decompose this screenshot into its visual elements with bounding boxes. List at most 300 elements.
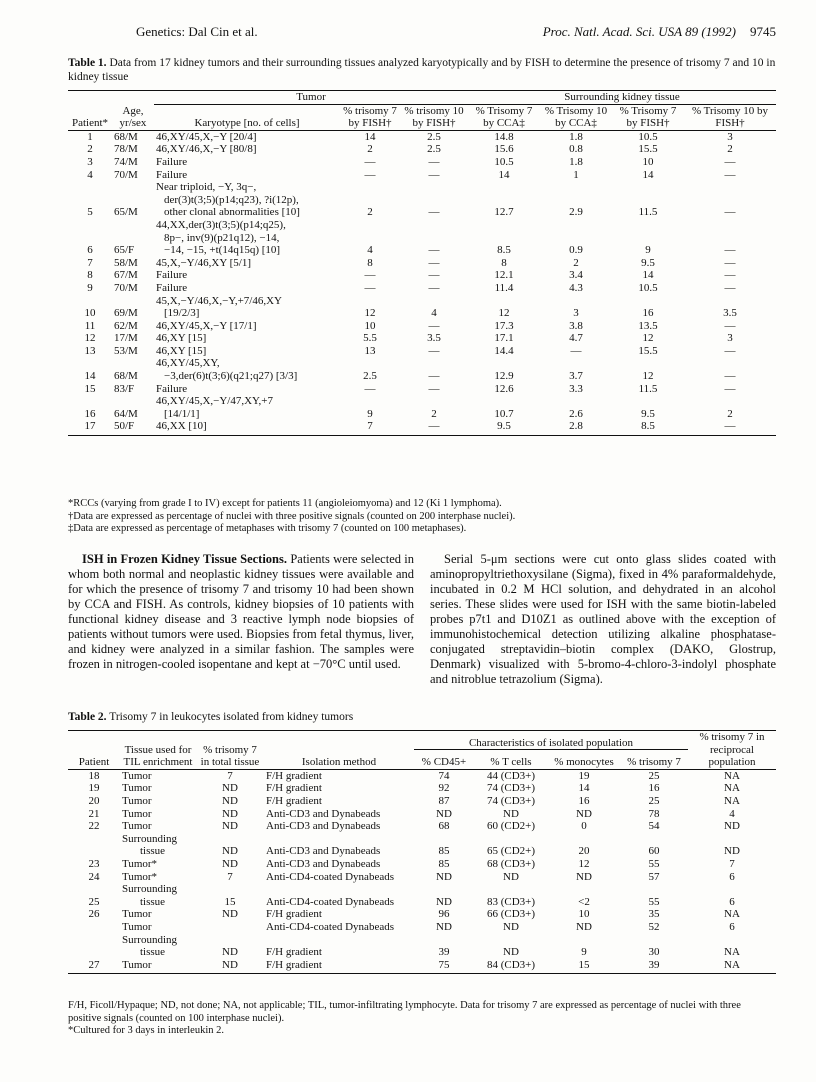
table1-group-header [68,91,776,105]
value-cell: ND [576,807,592,820]
total-trisomy-cell: ND [222,820,238,833]
value-cell: — [724,155,736,168]
tissue-line: Surrounding [122,883,177,896]
karyotype-line: Failure [156,281,188,294]
value-cell: 39 [438,946,450,959]
table1-header-cell: % trisomy 10 by FISH† [400,104,468,130]
value-cell: NA [724,782,740,795]
patient-cell: 27 [68,959,120,974]
value-cell: 1.8 [569,155,583,168]
table2-row [68,833,776,858]
table2-footnote: F/H, Ficoll/Hypaque; ND, not done; NA, not applicable; TIL, tumor-infiltrating lymphocyte. Data for trisomy 7 are expressed as percentage of nuclei with three positive signals (counted on 100 interphase nuclei). [68,1000,741,1024]
page-number: 9745 [750,24,776,39]
value-cell: 9 [367,407,373,420]
journal-citation: Proc. Natl. Acad. Sci. USA 89 (1992) [542,24,736,39]
isolation-method-cell: F/H gradient [266,769,322,782]
karyotype-line: 45,X,−Y/46,X,−Y,+7/46,XY [156,294,282,307]
value-cell: ND [436,920,452,933]
isolation-method-cell: Anti-CD3 and Dynabeads [266,857,381,870]
section-heading: ISH in Frozen Kidney Tissue Sections. [82,552,288,566]
total-trisomy-cell: ND [222,908,238,921]
value-cell: 2 [431,407,437,420]
table1-row [68,295,776,320]
value-cell: 8.5 [612,420,684,435]
value-cell: ND [503,807,519,820]
value-cell: 11.4 [494,281,514,294]
value-cell: — [364,269,376,282]
isolation-method-cell: Anti-CD4-coated Dynabeads [266,895,394,908]
patient-cell: 4 [87,168,93,181]
value-cell: 16 [648,782,660,795]
table2-header-cell: % T cells [474,750,548,769]
value-cell: <2 [578,895,590,908]
total-trisomy-cell: ND [222,946,238,959]
total-trisomy-cell: ND [222,782,238,795]
table1-row [68,169,776,182]
total-trisomy-cell [196,921,264,934]
patient-cell [68,921,120,934]
karyotype-cell [154,156,340,169]
value-cell: — [428,244,440,257]
value-cell: — [724,344,736,357]
table1-caption [68,56,776,84]
karyotype-line: Failure [156,269,188,282]
value-cell: 0.9 [569,244,583,257]
patient-cell: 22 [88,820,100,833]
age-sex-cell: 70/M [114,168,138,181]
value-cell: 2 [727,143,733,156]
value-cell: 74 (CD3+) [486,782,536,795]
value-cell: 4.7 [569,332,583,345]
value-cell: ND [503,946,519,959]
patient-cell: 26 [88,908,100,921]
value-cell: 2.5 [427,143,441,156]
value-cell: 4 [431,307,437,320]
value-cell: — [724,370,736,383]
table1-row [68,383,776,396]
total-trisomy-cell: ND [196,959,264,974]
running-head-right [543,24,776,40]
value-cell: 12.6 [494,382,514,395]
tissue-cell [120,808,196,821]
table1-row [68,181,776,219]
value-cell: 0.8 [569,143,583,156]
age-sex-cell: 78/M [114,143,138,156]
tissue-cell [120,959,196,974]
value-cell: 14 [364,130,376,143]
table2-row [68,871,776,884]
value-cell: 17.1 [494,332,514,345]
table2-row [68,795,776,808]
value-cell: 30 [648,946,660,959]
isolation-method-cell: F/H gradient [266,946,322,959]
table1-row [68,357,776,382]
table1-header-cell: Karyotype [no. of cells] [154,104,340,130]
karyotype-cell [154,383,340,396]
table2-header-cell: % trisomy 7 in total tissue [196,731,264,770]
table2-row [68,883,776,908]
value-cell: 92 [438,782,450,795]
karyotype-line: 46,XY/45,X,−Y/47,XY,+7 [156,395,274,408]
tissue-line: Tumor [122,820,152,833]
value-cell: 35 [648,908,660,921]
isolation-method-cell: F/H gradient [266,794,322,807]
patient-cell: 11 [84,319,96,332]
value-cell: 60 (CD2+) [486,820,536,833]
table2-header-cell: % trisomy 7 [620,750,688,769]
value-cell: 14 [642,168,654,181]
tissue-cell [120,858,196,871]
tissue-line: Tumor* [122,870,158,883]
table2-row [68,959,776,974]
value-cell: 15 [548,959,620,974]
table1-header-cell: % Trisomy 7 by CCA‡ [468,104,540,130]
value-cell: 3 [727,332,733,345]
value-cell: 6 [729,870,735,883]
value-cell: 9.5 [641,256,655,269]
patient-cell: 3 [87,155,93,168]
table2-footnotes [68,1000,776,1038]
value-cell: — [428,344,440,357]
value-cell: ND [724,845,740,858]
value-cell: 1 [573,168,579,181]
karyotype-line: −14, −15, +t(14q15q) [10] [164,244,281,257]
table1-group-tumor: Tumor [154,91,468,105]
value-cell: 2 [367,143,373,156]
value-cell: 96 [438,908,450,921]
value-cell: 12.7 [494,206,514,219]
tissue-line: Tumor [122,807,152,820]
body-right-column [430,552,776,687]
value-cell: — [428,382,440,395]
table1-header-cell: Age, yr/sex [112,104,154,130]
value-cell: 39 [620,959,688,974]
value-cell: — [364,382,376,395]
karyotype-line: Failure [156,168,188,181]
value-cell: 44 (CD3+) [486,769,536,782]
table1-row [68,320,776,333]
tissue-cell [120,934,196,959]
tissue-cell [120,795,196,808]
table2-row [68,908,776,921]
tissue-line: Surrounding [122,832,177,845]
table2-row [68,934,776,959]
tissue-cell [120,820,196,833]
karyotype-line: 45,X,−Y/46,XY [5/1] [156,256,252,269]
patient-cell: 19 [88,782,100,795]
value-cell: — [364,168,376,181]
value-cell: 3.5 [427,332,441,345]
value-cell: 9.5 [641,407,655,420]
value-cell: — [724,256,736,269]
value-cell: 60 [648,845,660,858]
table2-row [68,820,776,833]
value-cell: 4.3 [569,281,583,294]
value-cell: — [724,269,736,282]
value-cell: 2 [727,407,733,420]
karyotype-line: [14/1/1] [164,407,200,420]
table1-footnote: ‡Data are expressed as percentage of metaphases with trisomy 7 (counted on 100 metaphases). [68,523,467,534]
value-cell: 2.5 [363,370,377,383]
value-cell: 12 [642,332,654,345]
table2-header-cell: % CD45+ [414,750,474,769]
value-cell: 87 [438,794,450,807]
value-cell: — [428,269,440,282]
patient-cell: 16 [84,407,96,420]
value-cell: — [724,206,736,219]
table2-group-header [68,731,776,750]
patient-cell: 13 [84,344,96,357]
table1-body [68,130,776,435]
patient-cell: 25 [88,895,100,908]
total-trisomy-cell: ND [222,845,238,858]
karyotype-cell [154,332,340,345]
age-sex-cell: 50/F [112,420,154,435]
value-cell: 65 (CD2+) [486,845,536,858]
patient-cell: 6 [87,244,93,257]
value-cell: — [364,155,376,168]
total-trisomy-cell: ND [222,807,238,820]
table1-footnotes [68,498,776,536]
tissue-cell [120,769,196,782]
table2-header-cell: Isolation method [264,731,414,770]
tissue-line: Tumor* [122,857,158,870]
karyotype-line: Near triploid, −Y, 3q−, [156,181,257,194]
age-sex-cell: 62/M [114,319,138,332]
age-sex-cell: 65/M [114,206,138,219]
table1-header-cell: Patient* [68,104,112,130]
value-cell: 14 [642,269,654,282]
value-cell: 10 [364,319,376,332]
value-cell: 2.8 [540,420,612,435]
value-cell: 57 [648,870,660,883]
table2-label: Table 2. [68,711,107,723]
table1-row [68,269,776,282]
age-sex-cell: 17/M [114,332,138,345]
value-cell: 52 [648,920,660,933]
tissue-line: Tumor [122,769,152,782]
value-cell: 7 [340,420,400,435]
tissue-line: tissue [140,895,166,908]
value-cell: — [428,168,440,181]
value-cell: ND [436,895,452,908]
isolation-method-cell: Anti-CD4-coated Dynabeads [266,870,394,883]
total-trisomy-cell: 7 [227,870,233,883]
value-cell: 4 [367,244,373,257]
table2-row [68,858,776,871]
table1-header-cell: % trisomy 7 by FISH† [340,104,400,130]
patient-cell [68,934,120,959]
tissue-line: Tumor [122,782,152,795]
table1-row [68,282,776,295]
table1-row [68,345,776,358]
value-cell: 6 [729,920,735,933]
age-sex-cell: 64/M [114,407,138,420]
value-cell: 3.4 [569,269,583,282]
karyotype-cell [154,320,340,333]
value-cell: 66 (CD3+) [486,908,536,921]
tissue-line: Surrounding [122,933,177,946]
patient-cell: 9 [87,281,93,294]
value-cell: — [428,256,440,269]
table1-row [68,332,776,345]
age-sex-cell: 70/M [114,281,138,294]
karyotype-line: 46,XY/45,X,−Y [20/4] [156,130,257,143]
isolation-method-cell: F/H gradient [266,908,322,921]
value-cell: 9.5 [468,420,540,435]
value-cell: — [428,206,440,219]
value-cell: ND [724,820,740,833]
value-cell: 25 [648,769,660,782]
value-cell: 13.5 [638,319,658,332]
value-cell: 6 [729,895,735,908]
value-cell: 3.3 [569,382,583,395]
karyotype-line: 46,XY [15] [156,332,207,345]
age-sex-cell: 53/M [114,344,138,357]
value-cell: ND [503,870,519,883]
value-cell: — [684,420,776,435]
value-cell: NA [724,946,740,959]
table1-row [68,395,776,420]
value-cell: ND [436,807,452,820]
karyotype-cell [154,269,340,282]
karyotype-cell [154,282,340,295]
table1-footnote: †Data are expressed as percentage of nuclei with three positive signals (counted on 200 interphase nuclei). [68,510,516,522]
value-cell: 15.5 [638,344,658,357]
karyotype-cell [154,395,340,420]
patient-cell: 23 [88,857,100,870]
value-cell: 10.7 [494,407,514,420]
value-cell: 10 [642,155,654,168]
table2-row [68,808,776,821]
karyotype-cell [154,357,340,382]
patient-cell: 15 [84,382,96,395]
table2-header-cell: % trisomy 7 in reciprocal population [688,731,776,770]
isolation-method-cell: Anti-CD3 and Dynabeads [266,820,381,833]
value-cell: NA [724,769,740,782]
value-cell: 16 [578,794,590,807]
tissue-line: tissue [140,946,166,959]
total-trisomy-cell: ND [222,857,238,870]
value-cell: 2.9 [569,206,583,219]
table1-row [68,219,776,257]
karyotype-line: 46,XY/45,XY, [156,357,220,370]
table2-caption [68,710,776,724]
value-cell: 2 [367,206,373,219]
value-cell: 3 [727,130,733,143]
value-cell: 85 [438,857,450,870]
patient-cell: 20 [88,794,100,807]
left-paragraph: Patients were selected in whom both normal and neoplastic kidney tissues were available and for which the presence of trisomy 7 and trisomy 10 had been shown by CCA and FISH. As controls, kidney biopsies of 10 patients with functional kidney disease and 3 reactive lymph node biopsies of patients without tumors were used. Biopsies from fetal thymus, liver, and kidney were analyzed in a similar fashion. The samples were frozen in nitrogen-cooled isopentane and kept at −70°C until used. [68,552,415,671]
value-cell: 8.5 [497,244,511,257]
value-cell: 74 [438,769,450,782]
value-cell: 68 (CD3+) [486,857,536,870]
patient-cell: 17 [68,420,112,435]
value-cell: 17.3 [494,319,514,332]
value-cell: — [724,281,736,294]
value-cell: ND [576,920,592,933]
value-cell: 11.5 [638,382,658,395]
running-head-left: Genetics: Dal Cin et al. [136,24,258,39]
isolation-method-cell: Anti-CD3 and Dynabeads [266,807,381,820]
table1-row [68,143,776,156]
value-cell: 15.5 [638,143,658,156]
value-cell: 3.7 [569,370,583,383]
isolation-method-cell: Anti-CD4-coated Dynabeads [266,920,394,933]
patient-cell: 1 [87,130,93,143]
tissue-cell [120,921,196,934]
value-cell: 10 [578,908,590,921]
karyotype-line: der(3)t(3;5)(p14;q23), ?i(12p), [164,193,299,206]
age-sex-cell: 68/M [114,370,138,383]
karyotype-line: other clonal abnormalities [10] [164,206,300,219]
table1-label: Table 1. [68,57,107,69]
value-cell: NA [724,794,740,807]
patient-cell [68,833,120,858]
value-cell: 16 [642,307,654,320]
value-cell: 8 [367,256,373,269]
value-cell: 2 [573,256,579,269]
table2-header-cell: Patient [68,731,120,770]
table2-group-characteristics: Characteristics of isolated population [414,731,688,750]
value-cell: — [428,319,440,332]
right-paragraph: Serial 5-μm sections were cut onto glass slides coated with aminopropyltriethoxysilane (Sigma), fixed in 4% paraformaldehyde, incubated in 0.2 M HCl solution, and dehydrated in an alcohol series. These slides were used for ISH with the same biotin-labeled probes p7t1 and D10Z1 as outlined above with the exception of immunohistochemical detection utilizing alkaline phosphatase-conjugated streptavidin–biotin complex (DAKO, Glostrup, Denmark) visualized with 5-bromo-4-chloro-3-indolyl phosphate and nitroblue tetrazolium (Sigma). [430,552,776,686]
value-cell: 12.9 [494,370,514,383]
age-sex-cell: 58/M [114,256,138,269]
value-cell: 75 [414,959,474,974]
patient-cell: 18 [88,769,100,782]
value-cell: 25 [648,794,660,807]
tissue-cell [120,883,196,908]
value-cell: 12 [642,370,654,383]
isolation-method-cell: Anti-CD3 and Dynabeads [266,845,381,858]
table1-footnote: *RCCs (varying from grade I to IV) except for patients 11 (angioleiomyoma) and 12 (Ki 1 lymphoma). [68,498,502,509]
value-cell: 3 [573,307,579,320]
age-sex-cell: 68/M [114,130,138,143]
body-left-column [68,552,414,672]
value-cell: 2.6 [569,407,583,420]
table1-row [68,420,776,435]
table2-header-cell: Tissue used for TIL enrichment [120,731,196,770]
value-cell: 15.6 [494,143,514,156]
age-sex-cell: 74/M [114,155,138,168]
tissue-cell [120,782,196,795]
tissue-cell [120,833,196,858]
total-trisomy-cell: 15 [224,895,236,908]
value-cell: 14.4 [494,344,514,357]
value-cell: 3.8 [569,319,583,332]
tissue-cell [120,871,196,884]
value-cell: 14 [578,782,590,795]
patient-cell: 2 [87,143,93,156]
table1-header-cell: % Trisomy 10 by FISH† [684,104,776,130]
value-cell: — [364,281,376,294]
karyotype-cell [154,257,340,270]
karyotype-cell [154,130,340,143]
value-cell: — [724,382,736,395]
value-cell: 74 (CD3+) [486,794,536,807]
age-sex-cell: 65/F [114,244,135,257]
age-sex-cell: 67/M [114,269,138,282]
total-trisomy-cell: ND [222,794,238,807]
value-cell: 10.5 [638,130,658,143]
value-cell: 68 [438,820,450,833]
isolation-method-cell: F/H gradient [264,959,414,974]
isolation-method-cell: F/H gradient [266,782,322,795]
table2-row [68,782,776,795]
value-cell: 14 [498,168,510,181]
value-cell: 8 [501,256,507,269]
